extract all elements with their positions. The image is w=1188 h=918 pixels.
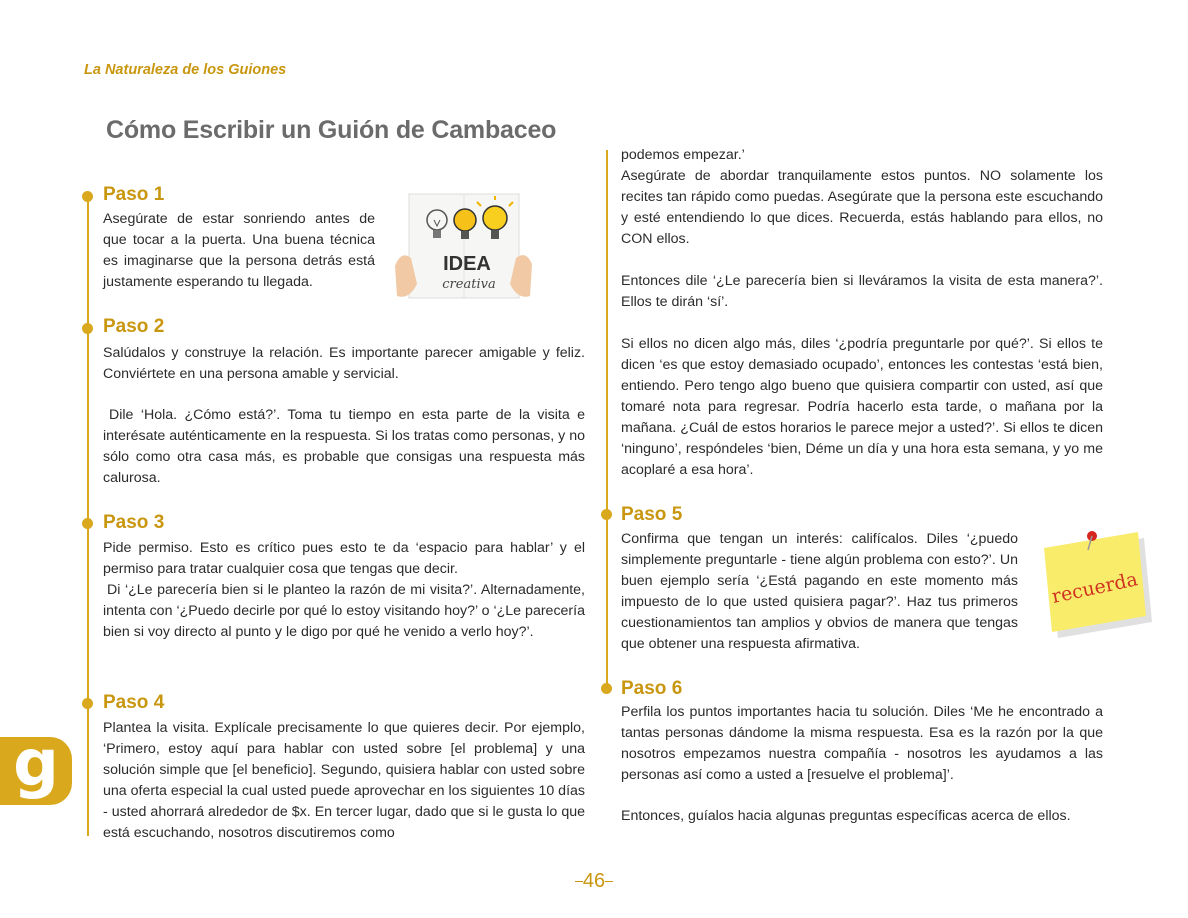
step-6-text: Entonces, guíalos hacia algunas preguntas específicas acerca de ellos. xyxy=(621,808,1071,824)
step-4-continuation: podemos empezar.’ xyxy=(621,147,745,163)
idea-creativa-image xyxy=(395,188,532,308)
step-2-heading: Paso 2 xyxy=(103,316,165,337)
step-3-text: Di ‘¿Le parecería bien si le planteo la razón de mi visita?’. Alternadamente, intenta con ‘¿Puedo decirle por qué lo estoy visitando hoy?’ o ‘¿Le parecería bien si voy directo al punto y le digo por qué he venido a verlo hoy?’. xyxy=(103,582,585,640)
page-number xyxy=(568,870,620,893)
chapter-tab xyxy=(0,727,72,805)
step-4-text: Entonces dile ‘¿Le parecería bien si lleváramos la visita de esta manera?’. Ellos te dirán ‘sí’. xyxy=(621,273,1103,310)
page-number-value: 46 xyxy=(582,870,606,892)
step-4-text: Asegúrate de abordar tranquilamente estos puntos. NO solamente los recites tan rápido como puedas. Asegúrate que la persona este escuchando y esté entendiendo lo que dices. Recuerda, estás hablando para ellos, no CON ellos. xyxy=(621,168,1103,247)
sticky-note-label: recuerda xyxy=(1049,568,1140,608)
step-3-text: Pide permiso. Esto es crítico pues esto te da ‘espacio para hablar’ y el permiso para tratar cualquier cosa que tengas que decir. xyxy=(103,540,585,577)
recuerda-sticky-note xyxy=(1040,524,1152,642)
idea-image-subtext: creativa xyxy=(442,277,496,292)
timeline-dot xyxy=(601,509,612,520)
step-2-text: Dile ‘Hola. ¿Cómo está?’. Toma tu tiempo en esta parte de la visita e interésate auténticamente en la respuesta. Si los tratas como personas, y no sólo como otra casa más, es probable que consigas una respuesta más calurosa. xyxy=(103,407,585,486)
timeline-dot xyxy=(82,518,93,529)
timeline-dot xyxy=(82,698,93,709)
step-4-text: Si ellos no dicen algo más, diles ‘¿podría preguntarle por qué?’. Si ellos te dicen ‘es que estoy demasiado ocupado’, entonces les contestas ‘está bien, entiendo. Pero tengo algo bueno que quisiera compartir con usted, así que tomaré nota para regresar. Podría hacerlo esta tarde, o mañana por la mañana. ¿Cuál de estos horarios le parece mejor a usted?’. Si ellos te dicen ‘ninguno’, respóndeles ‘bien, Déme un día y una hora esta semana, y yo me acoplaré a esa hora’. xyxy=(621,336,1103,478)
step-5-heading: Paso 5 xyxy=(621,504,683,525)
step-2-text: Salúdalos y construye la relación. Es importante parecer amigable y feliz. Conviértete en una persona amable y servicial. xyxy=(103,345,585,382)
right-timeline xyxy=(606,150,608,688)
step-5-text: Confirma que tengan un interés: califícalos. Diles ‘¿puedo simplemente preguntarle - tiene algún problema con esto?’. Un buen ejemplo sería ‘¿Está pagando en este momento más impuesto de lo que usted quisiera pagar?’. Haz tus primeros cuestionamientos tan amplios y obvios de manera que tengas que obtener una respuesta afirmativa. xyxy=(621,531,1018,652)
step-4-heading: Paso 4 xyxy=(103,692,165,713)
step-6-text: Perfila los puntos importantes hacia tu solución. Diles ‘Me he encontrado a tantas personas dándome la misma respuesta. Esa es la razón por la que nosotros empezamos nuestra compañía - nosotros les ayudamos a las personas así como a usted a [resuelve el problema]’. xyxy=(621,704,1103,783)
step-4-text: Plantea la visita. Explícale precisamente lo que quieres decir. Por ejemplo, ‘Primero, estoy aquí para hablar con usted sobre [el problema] y una solución simple que [el beneficio]. Segundo, quisiera hablar con usted sobre una oferta especial la cual usted puede aprovechar en los siguientes 10 días - usted ahorrará alrededor de $x. En tercer lugar, dado que si le gusta lo que está escuchando, nosotros discutiremos como xyxy=(103,720,585,841)
step-1-text: Asegúrate de estar sonriendo antes de que tocar a la puerta. Una buena técnica es imaginarse que la persona detrás está justamente esperando tu llegada. xyxy=(103,211,375,290)
timeline-dot xyxy=(601,683,612,694)
page-title: Cómo Escribir un Guión de Cambaceo xyxy=(106,116,557,144)
step-3-heading: Paso 3 xyxy=(103,512,165,533)
idea-image-text: IDEA xyxy=(443,253,491,275)
timeline-dot xyxy=(82,191,93,202)
timeline-dot xyxy=(82,323,93,334)
step-1-heading: Paso 1 xyxy=(103,184,165,205)
step-6-heading: Paso 6 xyxy=(621,678,683,699)
running-header: La Naturaleza de los Guiones xyxy=(84,62,287,78)
chapter-letter: g xyxy=(13,727,59,801)
